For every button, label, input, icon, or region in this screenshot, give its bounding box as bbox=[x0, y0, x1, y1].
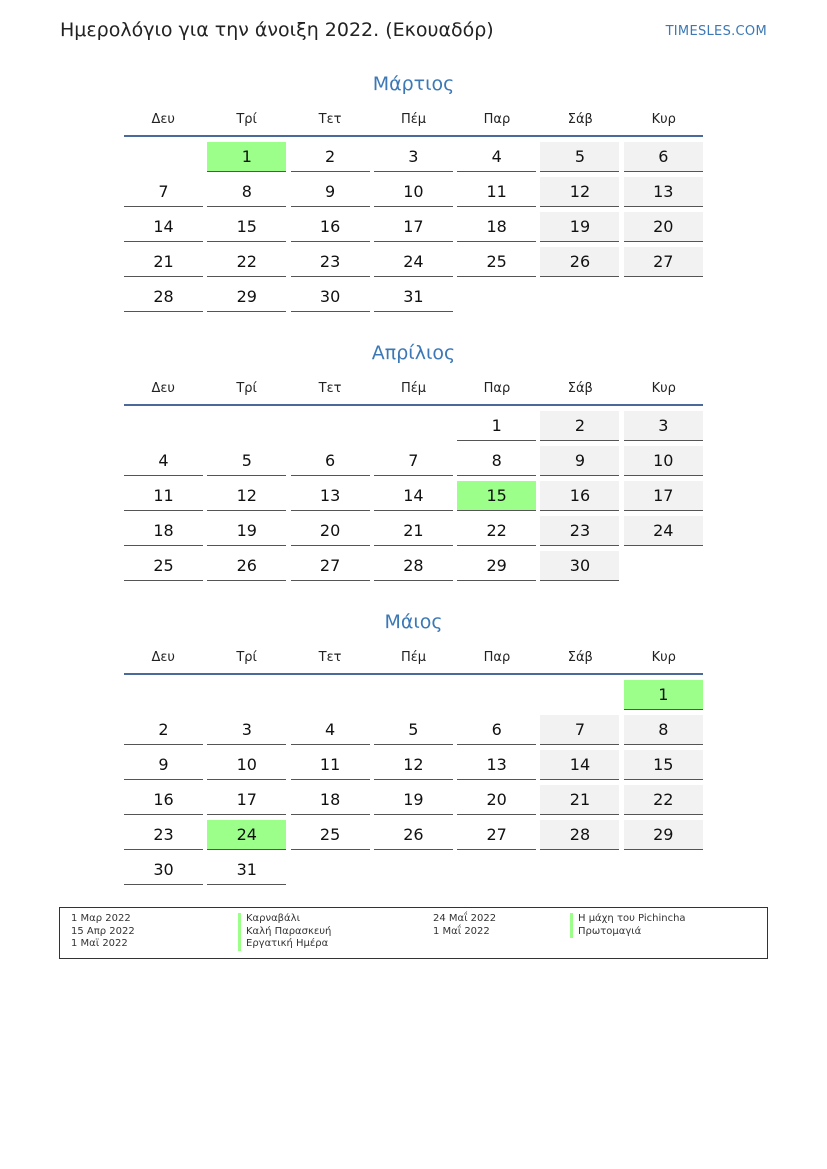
day-cell[interactable]: 20 bbox=[457, 785, 536, 815]
day-cell[interactable]: 31 bbox=[207, 855, 286, 885]
weekday-label: Τρί bbox=[236, 650, 257, 665]
day-cell[interactable]: 5 bbox=[207, 446, 286, 476]
day-cell[interactable]: 2 bbox=[124, 715, 203, 745]
day-cell[interactable]: 20 bbox=[624, 212, 703, 242]
day-cell[interactable]: 11 bbox=[291, 750, 370, 780]
day-cell[interactable]: 3 bbox=[624, 411, 703, 441]
day-cell[interactable]: 28 bbox=[540, 820, 619, 850]
empty-cell bbox=[207, 680, 286, 709]
weekday-label: Πέμ bbox=[400, 112, 427, 127]
empty-cell bbox=[457, 680, 536, 709]
weekday-label: Τρί bbox=[236, 112, 257, 127]
day-cell[interactable]: 21 bbox=[540, 785, 619, 815]
day-cell[interactable]: 21 bbox=[374, 516, 453, 546]
weekday-label: Κυρ bbox=[651, 112, 676, 127]
day-cell[interactable]: 12 bbox=[540, 177, 619, 207]
day-cell[interactable]: 7 bbox=[540, 715, 619, 745]
page-title: Ημερολόγιο για την άνοιξη 2022. (Εκουαδόρ) bbox=[60, 19, 494, 41]
legend-names-1 bbox=[238, 913, 331, 951]
day-cell[interactable]: 17 bbox=[207, 785, 286, 815]
day-cell[interactable]: 25 bbox=[457, 247, 536, 277]
empty-cell bbox=[374, 411, 453, 440]
legend-dates-2 bbox=[433, 913, 496, 938]
day-cell[interactable]: 21 bbox=[124, 247, 203, 277]
day-cell[interactable]: 29 bbox=[207, 282, 286, 312]
day-cell[interactable]: 28 bbox=[374, 551, 453, 581]
legend-entry: Η μάχη του Pichincha bbox=[570, 913, 686, 926]
day-cell[interactable]: 30 bbox=[540, 551, 619, 581]
day-cell[interactable]: 15 bbox=[207, 212, 286, 242]
day-cell[interactable]: 26 bbox=[207, 551, 286, 581]
day-cell[interactable]: 17 bbox=[624, 481, 703, 511]
month-section bbox=[124, 608, 703, 885]
empty-cell bbox=[124, 411, 203, 440]
month-section bbox=[124, 70, 703, 312]
day-grid bbox=[124, 680, 703, 885]
day-cell[interactable]: 4 bbox=[457, 142, 536, 172]
weekday-label: Δευ bbox=[151, 112, 175, 127]
day-cell[interactable]: 22 bbox=[457, 516, 536, 546]
day-cell[interactable]: 5 bbox=[540, 142, 619, 172]
legend-entry: Καρναβάλι bbox=[238, 913, 331, 926]
legend-entry: 1 Μαΐ 2022 bbox=[433, 925, 490, 937]
day-cell[interactable]: 3 bbox=[374, 142, 453, 172]
day-cell[interactable]: 8 bbox=[457, 446, 536, 476]
header-divider bbox=[124, 673, 703, 675]
day-cell[interactable]: 25 bbox=[124, 551, 203, 581]
day-cell[interactable]: 6 bbox=[457, 715, 536, 745]
day-cell[interactable]: 8 bbox=[207, 177, 286, 207]
weekday-label: Παρ bbox=[483, 112, 511, 127]
day-cell[interactable]: 19 bbox=[207, 516, 286, 546]
day-cell[interactable]: 20 bbox=[291, 516, 370, 546]
day-cell[interactable]: 19 bbox=[540, 212, 619, 242]
day-cell[interactable]: 19 bbox=[374, 785, 453, 815]
weekday-label: Σάβ bbox=[567, 381, 593, 396]
holiday-day-cell[interactable]: 24 bbox=[207, 820, 286, 850]
holiday-day-cell[interactable]: 1 bbox=[207, 142, 286, 172]
day-cell[interactable]: 2 bbox=[540, 411, 619, 441]
month-name: Μάρτιος bbox=[372, 73, 455, 95]
day-cell[interactable]: 11 bbox=[457, 177, 536, 207]
day-cell[interactable]: 23 bbox=[540, 516, 619, 546]
weekday-header bbox=[124, 379, 703, 399]
day-cell[interactable]: 7 bbox=[124, 177, 203, 207]
day-cell[interactable]: 23 bbox=[291, 247, 370, 277]
day-cell[interactable]: 7 bbox=[374, 446, 453, 476]
weekday-label: Δευ bbox=[151, 381, 175, 396]
weekday-label: Σάβ bbox=[567, 112, 593, 127]
day-cell[interactable]: 24 bbox=[624, 516, 703, 546]
day-cell[interactable]: 30 bbox=[124, 855, 203, 885]
day-cell[interactable]: 27 bbox=[291, 551, 370, 581]
weekday-label: Τετ bbox=[318, 650, 342, 665]
day-grid bbox=[124, 142, 703, 312]
day-cell[interactable]: 27 bbox=[457, 820, 536, 850]
day-cell[interactable]: 25 bbox=[291, 820, 370, 850]
day-cell[interactable]: 31 bbox=[374, 282, 453, 312]
day-cell[interactable]: 6 bbox=[624, 142, 703, 172]
day-cell[interactable]: 9 bbox=[540, 446, 619, 476]
weekday-label: Δευ bbox=[151, 650, 175, 665]
day-cell[interactable]: 22 bbox=[207, 247, 286, 277]
weekday-label: Κυρ bbox=[651, 381, 676, 396]
month-name: Μάιος bbox=[384, 611, 443, 633]
day-cell[interactable]: 16 bbox=[124, 785, 203, 815]
month-section bbox=[124, 339, 703, 581]
day-cell[interactable]: 29 bbox=[457, 551, 536, 581]
day-cell[interactable]: 29 bbox=[624, 820, 703, 850]
day-cell[interactable]: 26 bbox=[374, 820, 453, 850]
day-cell[interactable]: 14 bbox=[540, 750, 619, 780]
empty-cell bbox=[124, 142, 203, 171]
day-cell[interactable]: 13 bbox=[624, 177, 703, 207]
weekday-label: Τετ bbox=[318, 381, 342, 396]
day-cell[interactable]: 1 bbox=[457, 411, 536, 441]
weekday-label: Τετ bbox=[318, 112, 342, 127]
legend-entry: Καλή Παρασκευή bbox=[238, 926, 331, 939]
day-cell[interactable]: 26 bbox=[540, 247, 619, 277]
day-cell[interactable]: 10 bbox=[374, 177, 453, 207]
weekday-label: Πέμ bbox=[400, 650, 427, 665]
day-cell[interactable]: 12 bbox=[374, 750, 453, 780]
brand-link[interactable]: TIMESLES.COM bbox=[665, 24, 767, 39]
holiday-day-cell[interactable]: 15 bbox=[457, 481, 536, 511]
legend-entry: Πρωτομαγιά bbox=[570, 926, 686, 939]
empty-cell bbox=[374, 680, 453, 709]
day-cell[interactable]: 15 bbox=[624, 750, 703, 780]
empty-cell bbox=[540, 680, 619, 709]
header-divider bbox=[124, 404, 703, 406]
weekday-header bbox=[124, 648, 703, 668]
legend-entry: Εργατική Ημέρα bbox=[238, 938, 331, 951]
day-cell[interactable]: 24 bbox=[374, 247, 453, 277]
day-cell[interactable]: 9 bbox=[291, 177, 370, 207]
holiday-day-cell[interactable]: 1 bbox=[624, 680, 703, 710]
empty-cell bbox=[124, 680, 203, 709]
day-cell[interactable]: 2 bbox=[291, 142, 370, 172]
empty-cell bbox=[291, 680, 370, 709]
header-divider bbox=[124, 135, 703, 137]
legend-entry: 1 Μαϊ 2022 bbox=[71, 938, 128, 949]
legend-entry: 15 Απρ 2022 bbox=[71, 925, 135, 937]
weekday-label: Παρ bbox=[483, 650, 511, 665]
legend-entry: 1 Μαρ 2022 bbox=[71, 913, 131, 924]
day-cell[interactable]: 6 bbox=[291, 446, 370, 476]
day-cell[interactable]: 14 bbox=[124, 212, 203, 242]
legend-names-2 bbox=[570, 913, 686, 938]
day-cell[interactable]: 8 bbox=[624, 715, 703, 745]
legend-dates-1 bbox=[71, 913, 135, 951]
day-cell[interactable]: 5 bbox=[374, 715, 453, 745]
weekday-label: Πέμ bbox=[400, 381, 427, 396]
day-cell[interactable]: 12 bbox=[207, 481, 286, 511]
day-cell[interactable]: 4 bbox=[124, 446, 203, 476]
day-cell[interactable]: 22 bbox=[624, 785, 703, 815]
weekday-label: Παρ bbox=[483, 381, 511, 396]
day-cell[interactable]: 13 bbox=[457, 750, 536, 780]
empty-cell bbox=[207, 411, 286, 440]
day-cell[interactable]: 30 bbox=[291, 282, 370, 312]
day-cell[interactable]: 14 bbox=[374, 481, 453, 511]
holiday-legend bbox=[59, 907, 768, 959]
day-cell[interactable]: 16 bbox=[540, 481, 619, 511]
day-cell[interactable]: 17 bbox=[374, 212, 453, 242]
weekday-header bbox=[124, 110, 703, 130]
weekday-label: Σάβ bbox=[567, 650, 593, 665]
day-cell[interactable]: 18 bbox=[124, 516, 203, 546]
day-cell[interactable]: 11 bbox=[124, 481, 203, 511]
day-cell[interactable]: 16 bbox=[291, 212, 370, 242]
day-cell[interactable]: 10 bbox=[624, 446, 703, 476]
day-cell[interactable]: 10 bbox=[207, 750, 286, 780]
day-cell[interactable]: 28 bbox=[124, 282, 203, 312]
day-grid bbox=[124, 411, 703, 581]
weekday-label: Τρί bbox=[236, 381, 257, 396]
day-cell[interactable]: 18 bbox=[457, 212, 536, 242]
empty-cell bbox=[291, 411, 370, 440]
day-cell[interactable]: 9 bbox=[124, 750, 203, 780]
day-cell[interactable]: 4 bbox=[291, 715, 370, 745]
day-cell[interactable]: 23 bbox=[124, 820, 203, 850]
weekday-label: Κυρ bbox=[651, 650, 676, 665]
legend-entry: 24 Μαΐ 2022 bbox=[433, 913, 497, 924]
day-cell[interactable]: 3 bbox=[207, 715, 286, 745]
month-name: Απρίλιος bbox=[371, 342, 456, 364]
day-cell[interactable]: 27 bbox=[624, 247, 703, 277]
day-cell[interactable]: 13 bbox=[291, 481, 370, 511]
day-cell[interactable]: 18 bbox=[291, 785, 370, 815]
